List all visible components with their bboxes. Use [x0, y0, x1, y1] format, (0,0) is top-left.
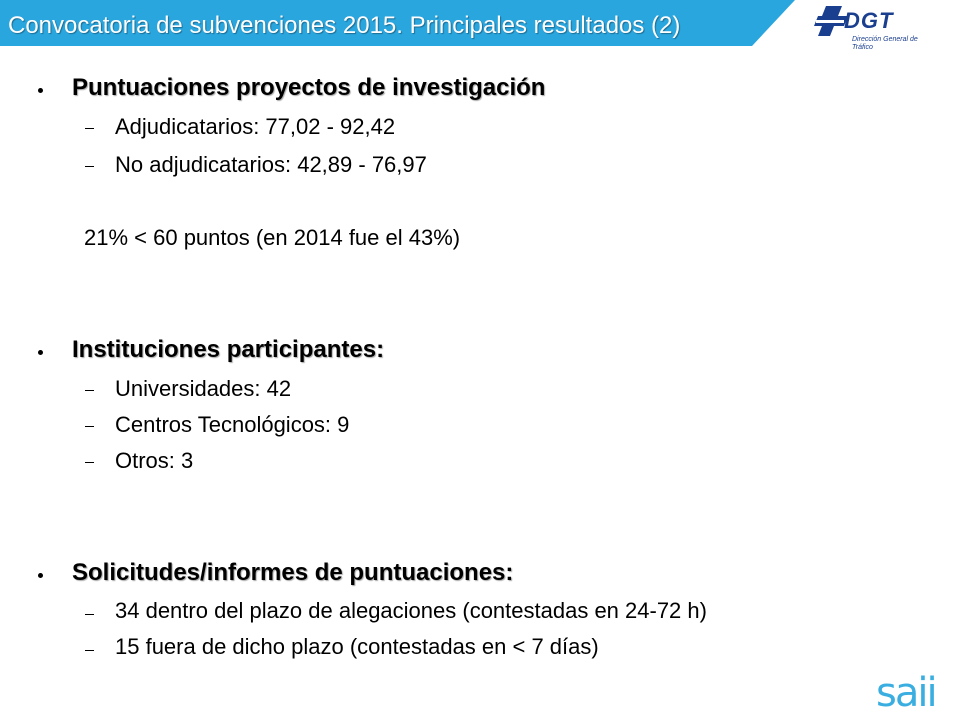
list-item: Adjudicatarios: 77,02 - 92,42	[115, 114, 396, 139]
saii-logo: saii	[876, 670, 936, 716]
dgt-logo-text: DGT	[844, 8, 894, 33]
dash-icon	[85, 128, 94, 129]
list-item: Centros Tecnológicos: 9	[115, 412, 350, 437]
dash-icon	[85, 390, 94, 391]
list-item: 15 fuera de dicho plazo (contestadas en < 7 días)	[115, 634, 599, 659]
dash-icon	[85, 166, 94, 167]
list-item: Otros: 3	[115, 448, 194, 473]
dash-icon	[85, 650, 94, 651]
dash-icon	[85, 614, 94, 615]
list-item: Universidades: 42	[115, 376, 292, 401]
bullet-icon	[38, 573, 43, 578]
section-heading-instituciones: Instituciones participantes:	[72, 336, 385, 363]
section-note: 21% < 60 puntos (en 2014 fue el 43%)	[84, 225, 461, 250]
dash-icon	[85, 462, 94, 463]
list-item: No adjudicatarios: 42,89 - 76,97	[115, 152, 427, 177]
list-item: 34 dentro del plazo de alegaciones (contestadas en 24-72 h)	[115, 598, 707, 623]
bullet-icon	[38, 88, 43, 93]
dash-icon	[85, 426, 94, 427]
section-heading-solicitudes: Solicitudes/informes de puntuaciones:	[72, 559, 514, 586]
dgt-logo-subtitle: Dirección General de Tráfico	[852, 36, 918, 51]
slide-title: Convocatoria de subvenciones 2015. Principales resultados (2)	[8, 12, 681, 39]
bullet-icon	[38, 350, 43, 355]
section-heading-puntuaciones: Puntuaciones proyectos de investigación	[72, 74, 546, 101]
